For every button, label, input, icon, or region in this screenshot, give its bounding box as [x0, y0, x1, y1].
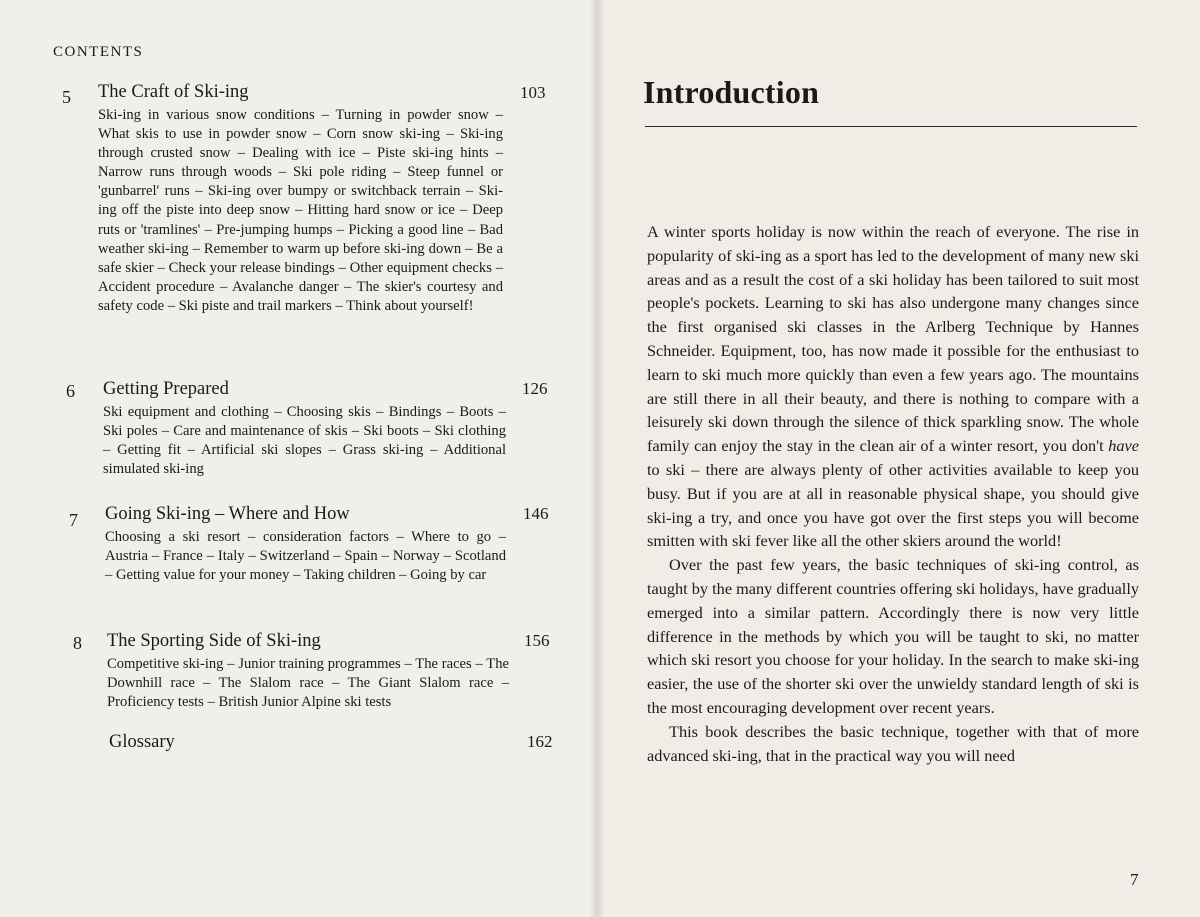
page-number: 7: [1130, 870, 1139, 889]
emphasis-text: have: [1108, 436, 1139, 456]
chapter-number: 8: [73, 633, 82, 653]
paragraph: [647, 220, 1139, 553]
chapter-page-number: 162: [527, 732, 553, 751]
introduction-body: [647, 220, 1139, 767]
chapter-description: Choosing a ski resort – consideration factors – Where to go – Austria – France – Italy – Switzerland – Spain – Norway – Scotland – Getting value for your money – Taking children – Going by car: [105, 529, 506, 584]
book-gutter: [589, 0, 605, 917]
paragraph: This book describes the basic technique, together with that of more advanced ski-ing, that in the practical way you will need: [647, 721, 1139, 765]
paragraph-text: A winter sports holiday is now within the reach of everyone. The rise in popularity of ski-ing as a sport has led to the development of many new ski areas and as a result the cost of a ski holiday has been tailored to suit most people's pockets. Learning to ski has also undergone many changes since the first organised ski classes in the Arlberg Technique by Hannes Schneider. Equipment, too, has now made it possible for the enthusiast to learn to ski much more quickly than even a few years ago. The mountains are still there in all their beauty, and there is nothing to compare with a leisurely ski down through the silence of thick sparkling snow. The whole family can enjoy the stay in the clean air of a winter resort, you don't: [647, 222, 1139, 456]
contents-page: [0, 0, 597, 917]
chapter-title: The Sporting Side of Ski-ing: [107, 631, 321, 651]
paragraph-text: to ski – there are always plenty of other activities available to keep you busy. But if you are at all in reasonable physical shape, you should give ski-ing a try, and once you have got over the first steps you will become smitten with ski fever like all the other skiers around the world!: [647, 459, 1139, 551]
chapter-title: Going Ski-ing – Where and How: [105, 504, 350, 524]
chapter-title: Getting Prepared: [103, 379, 229, 399]
chapter-title: The Craft of Ski-ing: [98, 82, 249, 102]
title-rule: [645, 126, 1137, 127]
chapter-page-number: 146: [523, 504, 549, 523]
chapter-number: 5: [62, 87, 71, 107]
chapter-description: Competitive ski-ing – Junior training programmes – The races – The Downhill race – The Slalom race – The Giant Slalom race – Proficiency tests – British Junior Alpine ski tests: [107, 656, 509, 711]
page-title: Introduction: [643, 74, 820, 110]
chapter-page-number: 156: [524, 631, 550, 650]
chapter-number: 6: [66, 381, 75, 401]
chapter-number: 7: [69, 510, 78, 530]
chapter-title: Glossary: [109, 732, 175, 752]
chapter-page-number: 126: [522, 379, 548, 398]
chapter-description: Ski equipment and clothing – Choosing skis – Bindings – Boots – Ski poles – Care and maintenance of skis – Ski boots – Ski clothing – Getting fit – Artificial ski slopes – Grass ski-ing – Additional simulated ski-ing: [103, 404, 506, 478]
running-header: CONTENTS: [53, 44, 144, 60]
chapter-page-number: 103: [520, 83, 546, 102]
chapter-description: Ski-ing in various snow conditions – Turning in powder snow – What skis to use in powder snow – Corn snow ski-ing – Ski-ing through crusted snow – Dealing with ice – Piste ski-ing hints – Narrow runs through woods – Ski pole riding – Steep funnel or 'gunbarrel' runs – Ski-ing over bumpy or switchback terrain – Ski-ing off the piste into deep snow – Hitting hard snow or ice – Deep ruts or 'tramlines' – Pre-jumping humps – Picking a good line – Bad weather ski-ing – Remember to warm up before ski-ing down – Be a safe skier – Check your release bindings – Other equipment checks – Accident procedure – Avalanche danger – The skier's courtesy and safety code – Ski piste and trail markers – Think about yourself!: [98, 107, 503, 314]
paragraph: Over the past few years, the basic techniques of ski-ing control, as taught by the many different countries offering ski holidays, have gradually emerged into a similar pattern. Accordingly there is now very little difference in the methods by which you will be taught to ski, no matter which ski resort you choose for your holiday. In the search to make ski-ing easier, the use of the shorter ski over the unwieldy standard length of ski is the most encouraging development over recent years.: [647, 555, 1139, 717]
